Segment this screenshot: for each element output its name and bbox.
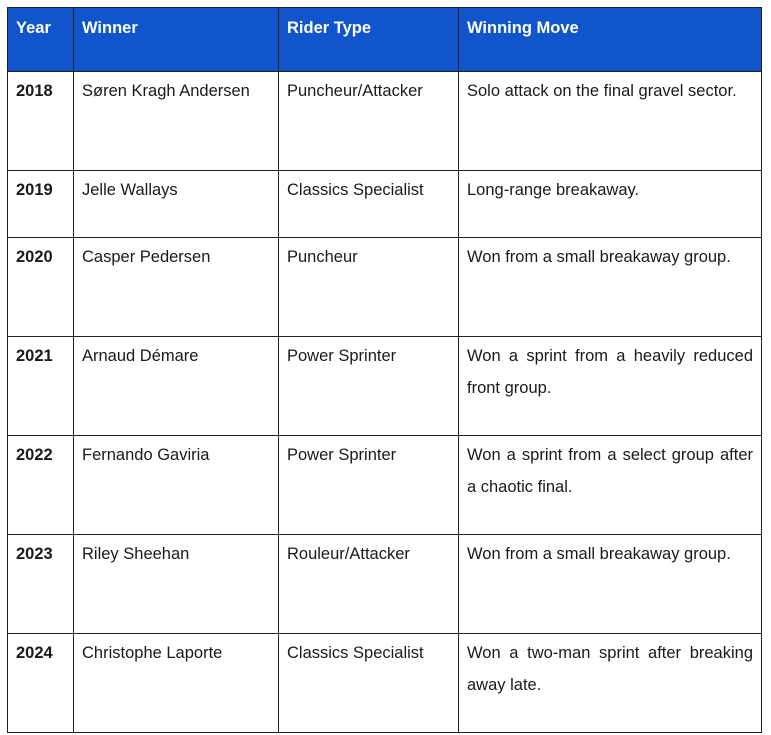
rider-type-cell: Classics Specialist (279, 171, 459, 238)
header-winner: Winner (74, 8, 279, 72)
winning-move-cell: Won a sprint from a heavily reduced front group. (459, 337, 762, 436)
table-row (8, 72, 762, 171)
rider-type-cell: Power Sprinter (279, 337, 459, 436)
winner-cell: Christophe Laporte (74, 634, 279, 733)
winner-cell: Fernando Gaviria (74, 436, 279, 535)
table-row (8, 535, 762, 634)
table-row (8, 634, 762, 733)
year-cell: 2023 (8, 535, 74, 634)
table-header-row (8, 8, 762, 72)
year-cell: 2021 (8, 337, 74, 436)
table-row (8, 436, 762, 535)
year-cell: 2024 (8, 634, 74, 733)
year-cell: 2020 (8, 238, 74, 337)
rider-type-cell: Power Sprinter (279, 436, 459, 535)
year-cell: 2018 (8, 72, 74, 171)
rider-type-cell: Puncheur/Attacker (279, 72, 459, 171)
winning-move-cell: Long-range breakaway. (459, 171, 762, 238)
rider-type-cell: Puncheur (279, 238, 459, 337)
winner-cell: Arnaud Démare (74, 337, 279, 436)
winner-cell: Søren Kragh Andersen (74, 72, 279, 171)
winning-move-cell: Won a two-man sprint after breaking away late. (459, 634, 762, 733)
header-rider-type: Rider Type (279, 8, 459, 72)
year-cell: 2019 (8, 171, 74, 238)
results-table (7, 7, 762, 733)
header-winning-move: Winning Move (459, 8, 762, 72)
table-row (8, 337, 762, 436)
winning-move-cell: Won from a small breakaway group. (459, 238, 762, 337)
winner-cell: Jelle Wallays (74, 171, 279, 238)
rider-type-cell: Classics Specialist (279, 634, 459, 733)
table-row (8, 171, 762, 238)
winner-cell: Casper Pedersen (74, 238, 279, 337)
year-cell: 2022 (8, 436, 74, 535)
table-row (8, 238, 762, 337)
winning-move-cell: Won a sprint from a select group after a chaotic final. (459, 436, 762, 535)
winning-move-cell: Solo attack on the final gravel sector. (459, 72, 762, 171)
winning-move-cell: Won from a small breakaway group. (459, 535, 762, 634)
header-year: Year (8, 8, 74, 72)
winner-cell: Riley Sheehan (74, 535, 279, 634)
rider-type-cell: Rouleur/Attacker (279, 535, 459, 634)
